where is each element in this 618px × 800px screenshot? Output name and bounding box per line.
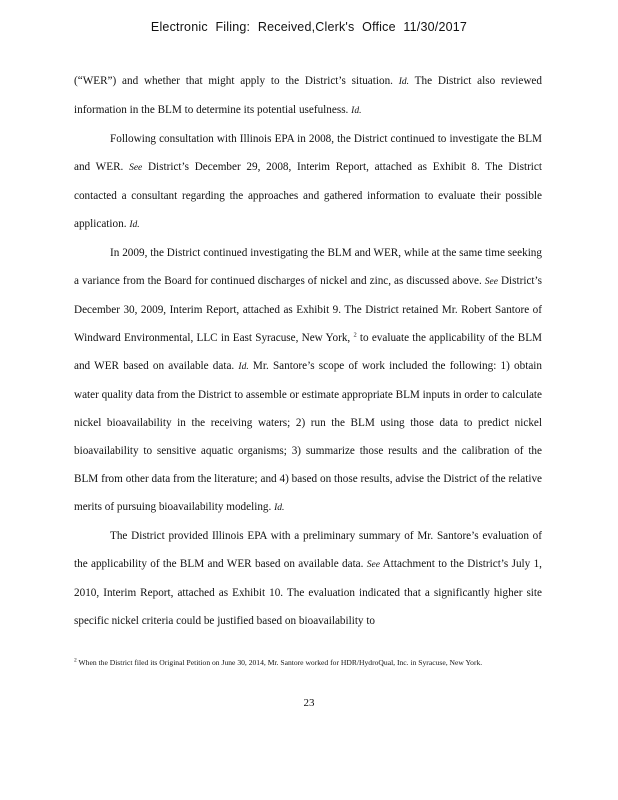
paragraph-4 (74, 522, 542, 635)
text-run: Attachment to the District’s July 1, 2010, Interim Report, attached as Exhibit 10. The evaluation indicated that a significantly higher site specific nickel criteria could be justified based on bioavailability to (74, 558, 542, 627)
text-run: District’s December 30, 2009, Interim Report, attached as Exhibit 9. The District retained Mr. Robert Santore of Windward Environmental, LLC in East Syracuse, New York, (74, 275, 542, 344)
paragraph-1 (74, 67, 542, 125)
footnote (74, 657, 534, 668)
filing-header: Electronic Filing: Received,Clerk's Office 11/30/2017 (150, 20, 468, 34)
citation-id: Id. (274, 503, 285, 513)
footnote-reference[interactable]: 2 (353, 331, 357, 339)
text-run: to evaluate the applicability of the BLM and WER based on available data. (74, 332, 542, 372)
text-run: Following consultation with Illinois EPA in 2008, the District continued to investigate the BLM and WER. (74, 133, 542, 173)
paragraph-3 (74, 239, 542, 522)
citation-see: See (366, 560, 380, 570)
citation-see: See (484, 277, 498, 287)
text-run: The District provided Illinois EPA with a preliminary summary of Mr. Santore’s evaluation of the applicability of the BLM and WER based on available data. (74, 530, 542, 570)
text-run: The District also reviewed information in the BLM to determine its potential usefulness. (74, 75, 542, 116)
text-run: In 2009, the District continued investigating the BLM and WER, while at the same time seeking a variance from the Board for continued discharges of nickel and zinc, as discussed above. (74, 247, 542, 287)
citation-id: Id. (129, 220, 140, 230)
citation-id: Id. (398, 77, 410, 87)
text-run: Mr. Santore’s scope of work included the following: 1) obtain water quality data from the District to assemble or estimate appropriate BLM inputs in order to calculate nickel bioavailability in the receiving waters; 2) run the BLM using those data to predict nickel bioavailability to sensitive aquatic organisms; 3) summarize those results and the calibration of the BLM from other data from the literature; and 4) based on those results, advise the District of the relative merits of pursuing bioavailability modeling. (74, 360, 542, 513)
page-number: 23 (303, 697, 315, 709)
text-run: District’s December 29, 2008, Interim Report, attached as Exhibit 8. The District contacted a consultant regarding the approaches and gathered information to evaluate their possible application. (74, 161, 542, 230)
citation-id: Id. (238, 362, 249, 372)
citation-see: See (129, 163, 143, 173)
document-body (74, 67, 542, 635)
footnote-number: 2 (74, 657, 77, 664)
citation-id: Id. (351, 106, 362, 116)
paragraph-2 (74, 125, 542, 239)
text-run: (“WER”) and whether that might apply to the District’s situation. (74, 75, 399, 87)
footnote-text: When the District filed its Original Petition on June 30, 2014, Mr. Santore worked for HDR/HydroQual, Inc. in Syracuse, New York. (76, 658, 483, 667)
